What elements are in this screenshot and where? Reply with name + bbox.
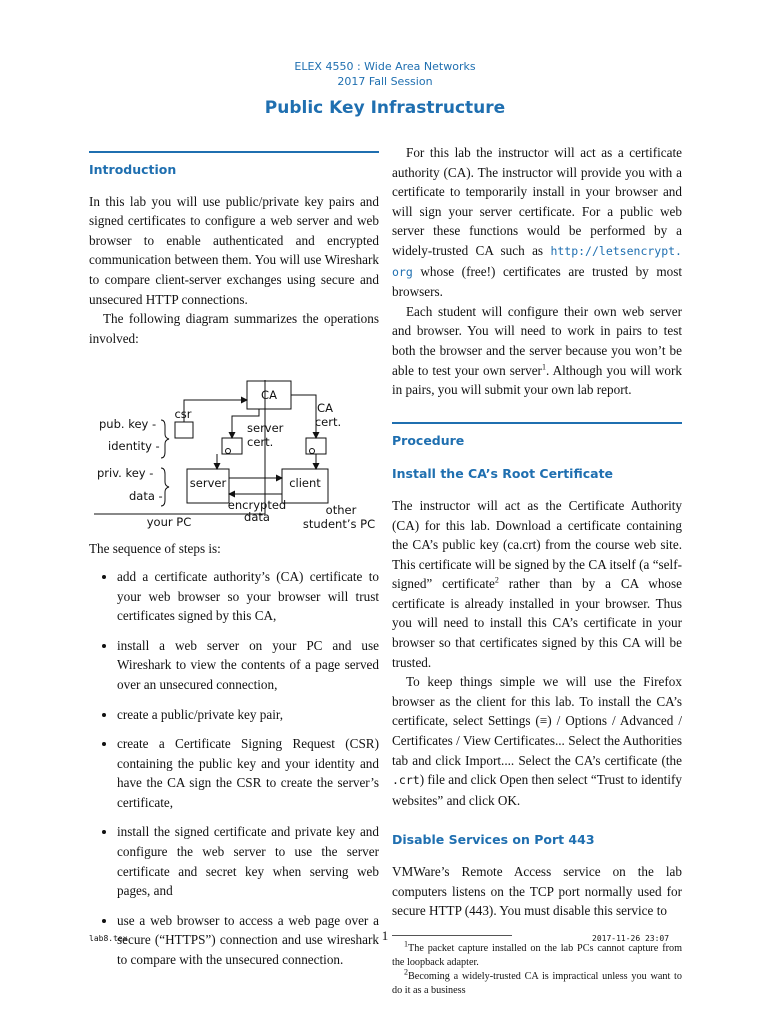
encrypted-data-label-1: encrypted	[227, 498, 287, 513]
section-heading-introduction: Introduction	[89, 151, 379, 180]
client-label: client	[289, 476, 321, 491]
steps-intro: The sequence of steps is:	[89, 541, 221, 557]
page-number: 1	[381, 928, 389, 943]
diagram-intro-paragraph: The following diagram summarizes the operations involved:	[89, 311, 379, 346]
footnote-1-marker: 1	[541, 362, 546, 372]
brace-upper	[161, 420, 169, 458]
encrypted-data-label-2: data	[244, 510, 270, 525]
steps-list	[89, 567, 379, 970]
other-pc-label-1: other	[325, 503, 357, 518]
list-item: • add a certificate authority’s (CA) certificate to your web browser so your browser will trust certificates signed by this CA,	[117, 567, 379, 626]
right-column	[392, 143, 682, 998]
disable-paragraph: VMWare’s Remote Access service on the lab computers listens on the TCP port normally used for secure HTTP (443). You must disable this service to	[392, 864, 682, 919]
ca-role-paragraph: For this lab the instructor will act as a certificate authority (CA). The instructor will provide you with a certificate to temporarily install in your browser and will sign your server certificate. For a public web server these functions would be performed by a widely-trusted CA such as http://letsencrypt. org whose (free!) certificates are trusted by most browsers.	[392, 145, 683, 300]
other-pc-label-2: student’s PC	[302, 517, 376, 530]
ca-to-ca-cert-arrow	[291, 395, 316, 438]
ca-cert-label-1: CA	[317, 401, 333, 416]
csr-box	[175, 422, 193, 438]
server-cert-box	[222, 438, 242, 454]
intro-paragraph: In this lab you will use public/private key pairs and signed certificates to configure a web server and web browser to enable authenticated and encrypted communication between them. You will use Wireshark to compare client-server exchanges using secure and unsecured HTTP connections.	[89, 193, 379, 307]
footnote-2: $^2$Becoming a widely-trusted CA is impractical unless you want to do it as a business	[392, 967, 682, 996]
list-item: • use a web browser to access a web page over a secure (“HTTPS”) connection and use wireshark to compare with the unsecured connection.	[117, 911, 379, 970]
page-title: Public Key Infrastructure	[264, 98, 506, 118]
priv-key-label: priv. key -	[97, 466, 154, 481]
ca-cert-seal-icon	[310, 449, 315, 454]
server-cert-label-1: server	[247, 421, 284, 436]
subsection-heading-disable: Disable Services on Port 443	[392, 832, 595, 848]
list-item: • install the signed certificate and private key and configure the web server to use the server certificate and secret key when serving web pages, and	[117, 822, 379, 900]
your-pc-label: your PC	[146, 515, 192, 530]
ca-cert-label-2: cert.	[314, 415, 342, 430]
server-cert-label-2: cert.	[247, 435, 274, 450]
section-heading-procedure: Procedure	[392, 422, 682, 451]
ca-label: CA	[261, 388, 277, 403]
data-label: data -	[129, 489, 163, 504]
list-item: • create a Certificate Signing Request (CSR) containing the public key and your identity and have the CA sign the CSR to create the server’s certificate,	[117, 734, 379, 812]
list-item: • create a public/private key pair,	[117, 705, 379, 725]
footnote-1: $^1$The packet capture installed on the lab PCs cannot capture from the loopback adapter.	[392, 939, 682, 968]
server-cert-seal-icon	[226, 449, 231, 454]
csr-label: csr	[174, 407, 192, 422]
letsencrypt-link[interactable]: http://letsencrypt. org	[392, 243, 682, 279]
footer-date: 2017-11-26 23:07	[592, 934, 670, 943]
ca-cert-box	[306, 438, 326, 454]
server-label: server	[189, 476, 227, 491]
menu-icon: ≡	[539, 713, 548, 729]
footnote-2-marker: 2	[494, 575, 499, 585]
pairs-paragraph: Each student will configure their own web server and browser. You will need to work in pairs to test both the browser and the server because you won’t be able to test your own server$^1$. Although you will work in pairs, you will submit your own lab report.	[392, 303, 682, 398]
csr-to-ca-arrow	[184, 400, 247, 422]
identity-label: identity -	[108, 439, 160, 454]
pki-diagram	[89, 354, 379, 529]
header-course: ELEX 4550 : Wide Area Networks	[294, 60, 476, 73]
pub-key-label: pub. key -	[99, 417, 157, 432]
subsection-heading-install: Install the CA’s Root Certificate	[392, 466, 614, 482]
left-column	[89, 143, 379, 980]
list-item: • install a web server on your PC and use Wireshark to view the contents of a page served over an unsecured connection,	[117, 636, 379, 695]
footer-filename: lab8.tex	[89, 934, 128, 943]
firefox-paragraph: To keep things simple we will use the Firefox browser as the client for this lab. To install the CA’s certificate, select Settings (≡) / Options / Advanced / Certificates / View Certificates... Select the Authorities tab and click Import.... Select the CA’s certificate (the .crt) file and click Open then select “Trust to identify websites” and click OK.	[392, 674, 682, 808]
install-paragraph: The instructor will act as the Certificate Authority (CA) for this lab. Download a certificate containing the CA’s public key (ca.crt) from the course web site. This certificate will be signed by the CA itself (a “self-signed” certificate$^2$ rather than by a CA whose certificate is already installed in your browser. Thus you will need to install this CA’s certificate in your browser so that certificates signed by this CA will be trusted.	[392, 497, 683, 670]
header-session: 2017 Fall Session	[337, 75, 433, 88]
